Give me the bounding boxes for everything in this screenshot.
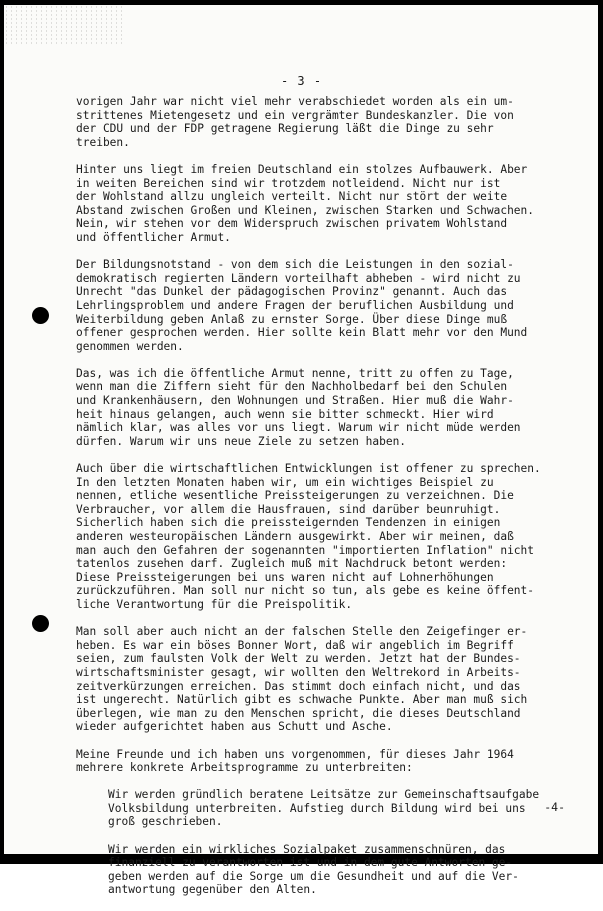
text-line: In den letzten Monaten haben wir, um ein wichtiges Beispiel zu xyxy=(76,475,494,489)
text-line: Man soll aber auch nicht an der falschen Stelle den Zeigefinger er- xyxy=(76,625,528,639)
paragraph xyxy=(76,462,576,612)
text-line: zeitverkürzungen erreichen. Das stimmt doch einfach nicht, und das xyxy=(76,679,521,693)
text-line: vorigen Jahr war nicht viel mehr verabschiedet worden als ein um- xyxy=(76,95,514,108)
text-line: nämlich klar, was alles vor uns liegt. Warum wir nicht müde werden xyxy=(76,421,521,435)
text-line: und öffentlicher Armut. xyxy=(76,230,231,244)
text-line: heben. Es war ein böses Bonner Wort, daß wir angeblich im Begriff xyxy=(76,638,514,652)
text-line: wenn man die Ziffern sieht für den Nachholbedarf bei den Schulen xyxy=(76,380,508,394)
text-line: anderen westeuropäischen Ländern ausgewirkt. Aber wir meinen, daß xyxy=(76,530,514,543)
body-text xyxy=(76,95,576,911)
text-line: tatenlos zusehen darf. Zugleich muß mit Nachdruck betont werden: xyxy=(76,557,508,571)
text-line: Verbraucher, vor allem die Hausfrauen, sind darüber beunruhigt. xyxy=(76,502,501,516)
text-line: Wir werden gründlich beratene Leitsätze zur Gemeinschaftsaufgabe xyxy=(108,788,540,802)
text-line: dürfen. Warum wir uns neue Ziele zu setzen haben. xyxy=(76,434,407,448)
text-line: wieder aufgerichtet haben aus Schutt und Asche. xyxy=(76,720,393,734)
text-line: finanziell zu verantworten ist und in dem gute Antworten ge- xyxy=(108,856,513,870)
text-line: zurückzuführen. Man soll nur nicht so tun, als gebe es keine öffent- xyxy=(76,584,535,598)
text-line: offener gesprochen werden. Hier sollte kein Blatt mehr vor den Mund xyxy=(76,326,528,340)
text-line: und Krankenhäusern, den Wohnungen und Straßen. Hier muß die Wahr- xyxy=(76,394,514,408)
text-line: Nein, wir stehen vor dem Widerspruch zwischen privatem Wohlstand xyxy=(76,217,508,231)
continuation-marker: -4- xyxy=(544,800,565,814)
text-line: Der Bildungsnotstand - von dem sich die Leistungen in den sozial- xyxy=(76,258,514,272)
text-line: Unrecht "das Dunkel der pädagogischen Provinz" genannt. Auch das xyxy=(76,285,508,299)
text-line: in weiten Bereichen sind wir trotzdem notleidend. Nicht nur ist xyxy=(76,176,501,190)
text-line: demokratisch regierten Ländern vorteilhaft abheben - wird nicht zu xyxy=(76,271,521,285)
program-list xyxy=(76,788,576,897)
text-line: genommen werden. xyxy=(76,339,184,353)
text-line: Volksbildung unterbreiten. Aufstieg durch Bildung wird bei uns xyxy=(108,801,526,815)
scan-border-left xyxy=(0,0,4,864)
punch-hole-lower xyxy=(32,615,49,632)
paragraph xyxy=(76,163,576,245)
text-line: der Wohlstand allzu ungleich verteilt. Nicht nur stört der weite xyxy=(76,190,508,204)
text-line: mehrere konkrete Arbeitsprogramme zu unterbreiten: xyxy=(76,761,413,775)
text-line: Abstand zwischen Großen und Kleinen, zwischen Starken und Schwachen. xyxy=(76,203,535,217)
text-line: Weiterbildung geben Anlaß zu ernster Sorge. Über diese Dinge muß xyxy=(76,312,508,326)
text-line: heit hinaus gelangen, auch wenn sie bitter schmeckt. Hier wird xyxy=(76,407,494,421)
text-line: der CDU und der FDP getragene Regierung läßt die Dinge zu sehr xyxy=(76,122,494,136)
text-line: man auch den Gefahren der sogenannten "importierten Inflation" nicht xyxy=(76,543,535,557)
punch-hole-upper xyxy=(32,307,49,324)
text-line: Diese Preissteigerungen bei uns waren nicht auf Lohnerhöhungen xyxy=(76,570,494,584)
text-line: groß geschrieben. xyxy=(108,815,223,829)
text-line: ist ungerecht. Natürlich gibt es schwache Punkte. Aber man muß sich xyxy=(76,693,528,707)
text-line: liche Verantwortung für die Preispolitik. xyxy=(76,597,353,611)
paragraph xyxy=(76,625,576,734)
text-line: antwortung gegenüber den Alten. xyxy=(108,883,317,897)
text-line: strittenes Mietengesetz und ein vergrämter Bundeskanzler. Die von xyxy=(76,108,514,122)
list-item xyxy=(108,843,576,897)
text-line: nennen, etliche wesentliche Preissteigerungen zu verzeichnen. Die xyxy=(76,489,514,503)
text-line: Sicherlich haben sich die preissteigernden Tendenzen in einigen xyxy=(76,516,501,530)
scan-noise xyxy=(4,5,124,45)
text-line: Hinter uns liegt im freien Deutschland ein stolzes Aufbauwerk. Aber xyxy=(76,162,528,176)
text-line: treiben. xyxy=(76,135,130,149)
text-line: wirtschaftsminister gesagt, wir wollten den Weltrekord in Arbeits- xyxy=(76,665,521,679)
text-line: überlegen, wie man zu den Menschen spricht, die dieses Deutschland xyxy=(76,706,521,720)
paragraph xyxy=(76,748,576,775)
text-line: Lehrlingsproblem und andere Fragen der beruflichen Ausbildung und xyxy=(76,298,514,312)
text-line: Wir werden ein wirkliches Sozialpaket zusammenschnüren, das xyxy=(108,842,506,856)
text-line: seien, zum faulsten Volk der Welt zu werden. Jetzt hat der Bundes- xyxy=(76,652,521,666)
list-item xyxy=(108,788,576,829)
text-line: Auch über die wirtschaftlichen Entwicklungen ist offener zu sprechen. xyxy=(76,462,541,476)
scan-border-right xyxy=(598,0,603,864)
paragraph xyxy=(76,367,576,449)
paragraph xyxy=(76,95,576,149)
page-number: - 3 - xyxy=(280,74,323,88)
text-line: geben werden auf die Sorge um die Gesundheit und auf die Ver- xyxy=(108,869,519,883)
paragraphs xyxy=(76,95,576,775)
text-line: Meine Freunde und ich haben uns vorgenommen, für dieses Jahr 1964 xyxy=(76,747,514,761)
paragraph xyxy=(76,258,576,353)
text-line: Das, was ich die öffentliche Armut nenne, tritt zu offen zu Tage, xyxy=(76,366,514,380)
